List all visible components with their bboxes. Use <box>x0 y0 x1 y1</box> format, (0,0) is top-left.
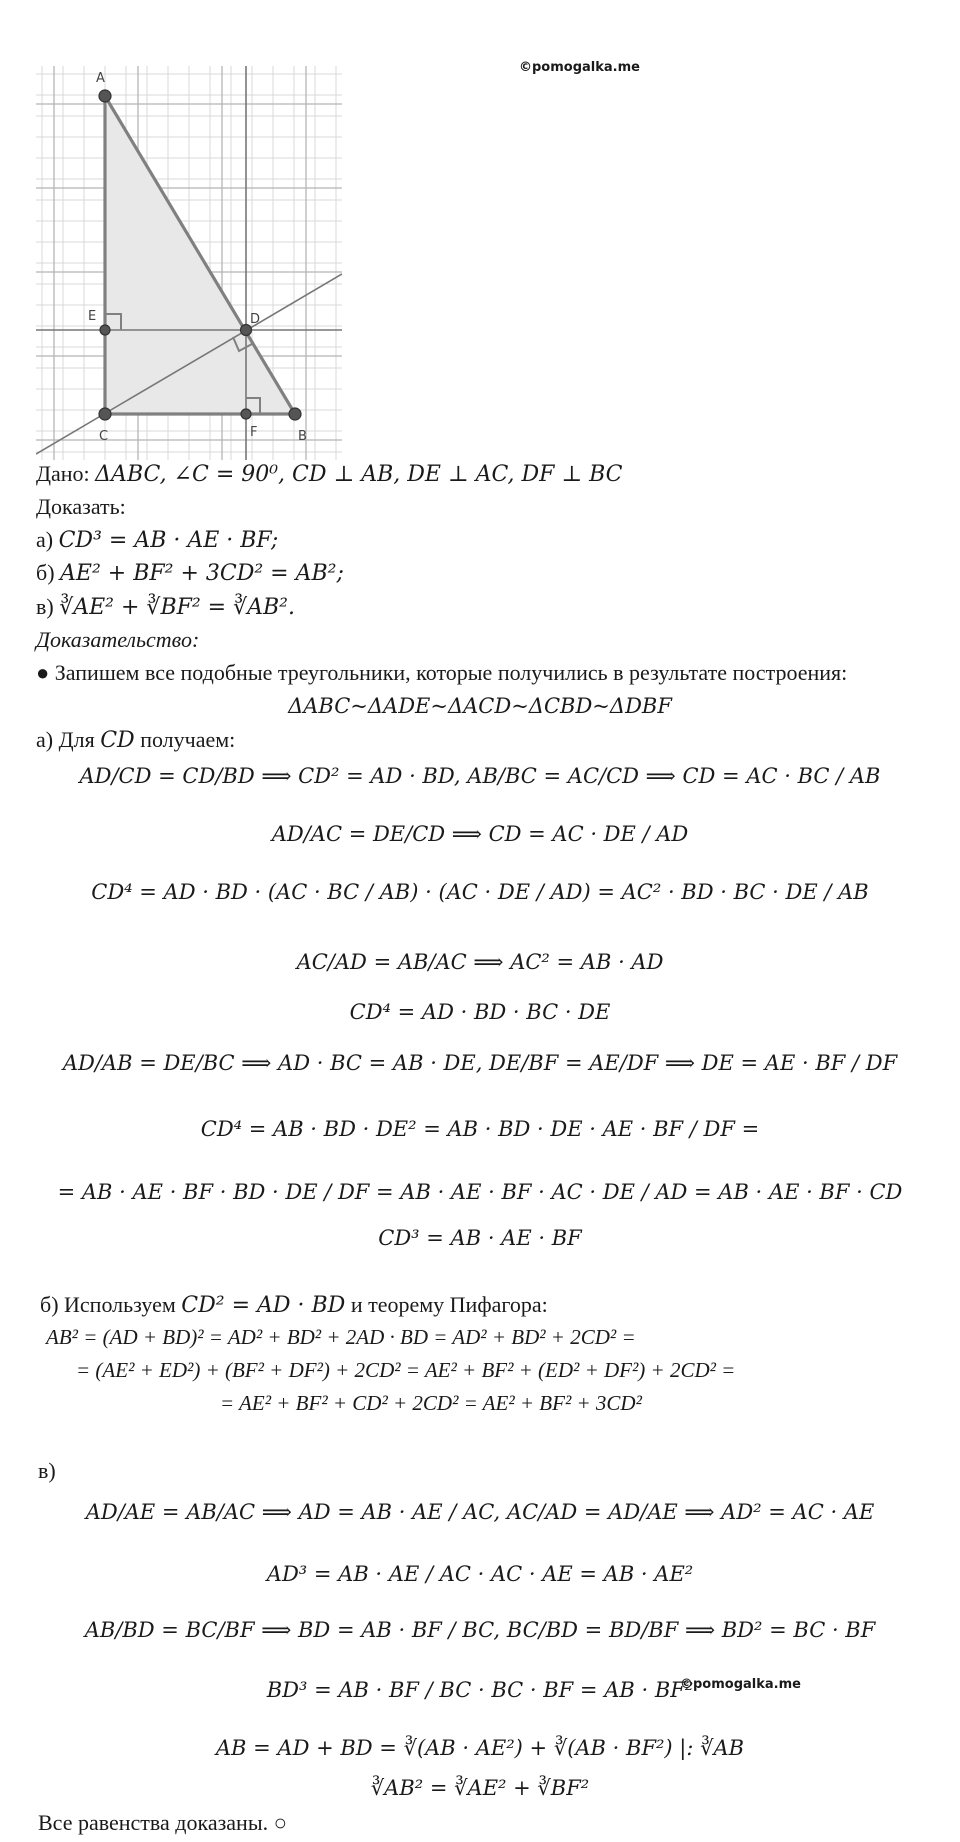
equation-c2: AD³ = AB · AE / AC · AC · AE = AB · AE² <box>266 1562 694 1586</box>
prove-c-prefix: в) <box>36 594 60 619</box>
part-c-heading: в) <box>38 1458 56 1483</box>
point-label-b: B <box>298 429 307 444</box>
watermark: ©pomogalka.me <box>680 1677 801 1692</box>
point-label-e: E <box>88 309 97 324</box>
equation-c4: BD³ = AB · BF / BC · BC · BF = AB · BF² <box>266 1678 694 1702</box>
part-b-suffix: и теорему Пифагора: <box>345 1292 548 1317</box>
equation-a7: CD⁴ = AB · BD · DE² = AB · BD · DE · AE · BF / DF = <box>200 1117 760 1141</box>
watermark: ©pomogalka.me <box>519 60 640 75</box>
prove-b-prefix: б) <box>36 560 61 585</box>
prove-label: Доказать: <box>36 494 126 519</box>
part-a-suffix: получаем: <box>134 727 236 752</box>
conclusion: Все равенства доказаны. ○ <box>38 1810 287 1835</box>
equation-a6: AD/AB = DE/BC ⟹ AD · BC = AB · DE, DE/BF = AE/DF ⟹ DE = AE · BF / DF <box>62 1051 898 1075</box>
equation-b3: = AE² + BF² + CD² + 2CD² = AE² + BF² + 3CD² <box>220 1391 642 1415</box>
equation-c5: AB = AD + BD = ∛(AB · AE²) + ∛(AB · BF²) |: ∛AB <box>215 1736 745 1760</box>
equation-a3: CD⁴ = AD · BD · (AC · BC / AB) · (AC · DE / AD) = AC² · BD · BC · DE / AB <box>91 880 869 904</box>
part-a-prefix: а) Для <box>36 727 101 752</box>
part-a-var: CD <box>100 728 135 753</box>
prove-a-prefix: а) <box>36 527 59 552</box>
proof-label: Доказательство: <box>36 627 200 652</box>
part-b-prefix: б) Используем <box>40 1292 182 1317</box>
equation-a1: AD/CD = CD/BD ⟹ CD² = AD · BD, AB/BC = AC/CD ⟹ CD = AC · BC / AB <box>79 764 881 788</box>
part-b-formula: CD² = AD · BD <box>181 1293 346 1318</box>
given-text: ΔABC, ∠C = 90⁰, CD ⊥ AB, DE ⊥ AC, DF ⊥ BC <box>95 462 623 487</box>
given-label: Дано: <box>36 461 96 486</box>
equation-c3: AB/BD = BC/BF ⟹ BD = AB · BF / BC, BC/BD = BD/BF ⟹ BD² = BC · BF <box>84 1618 876 1642</box>
equation-a9: CD³ = AB · AE · BF <box>378 1226 582 1250</box>
prove-c-text: ∛AE² + ∛BF² = ∛AB². <box>59 595 295 620</box>
equation-a2: AD/AC = DE/CD ⟹ CD = AC · DE / AD <box>271 822 689 846</box>
point-label-d: D <box>250 312 261 327</box>
part-a-heading <box>36 727 235 754</box>
point-label-f: F <box>250 425 258 440</box>
equation-a8: = AB · AE · BF · BD · DE / DF = AB · AE · BF · AC · DE / AD = AB · AE · BF · CD <box>57 1180 903 1204</box>
point-label-a: A <box>96 71 105 86</box>
prove-a-text: CD³ = AB · AE · BF; <box>58 528 279 553</box>
similar-triangles: ΔABC~ΔADE~ΔACD~ΔCBD~ΔDBF <box>288 694 672 718</box>
prove-b-text: AE² + BF² + 3CD² = AB²; <box>60 561 344 586</box>
prove-item-b <box>36 560 344 587</box>
prove-item-c <box>36 594 295 621</box>
equation-c1: AD/AE = AB/AC ⟹ AD = AB · AE / AC, AC/AD = AD/AE ⟹ AD² = AC · AE <box>85 1500 875 1524</box>
equation-a5: CD⁴ = AD · BD · BC · DE <box>349 1000 611 1024</box>
equation-b2: = (AE² + ED²) + (BF² + DF²) + 2CD² = AE² + BF² + (ED² + DF²) + 2CD² = <box>76 1358 736 1382</box>
prove-item-a <box>36 527 278 554</box>
equation-b1: AB² = (AD + BD)² = AD² + BD² + 2AD · BD = AD² + BD² + 2CD² = <box>46 1325 636 1349</box>
given-line <box>36 461 623 488</box>
part-b-heading <box>40 1292 548 1319</box>
equation-c6: ∛AB² = ∛AE² + ∛BF² <box>370 1776 590 1800</box>
geometry-figure <box>36 66 342 460</box>
point-label-c: C <box>99 429 109 444</box>
bullet-text: ● Запишем все подобные треугольники, которые получились в результате построения: <box>36 660 848 685</box>
equation-a4: AC/AD = AB/AC ⟹ AC² = AB · AD <box>296 950 664 974</box>
